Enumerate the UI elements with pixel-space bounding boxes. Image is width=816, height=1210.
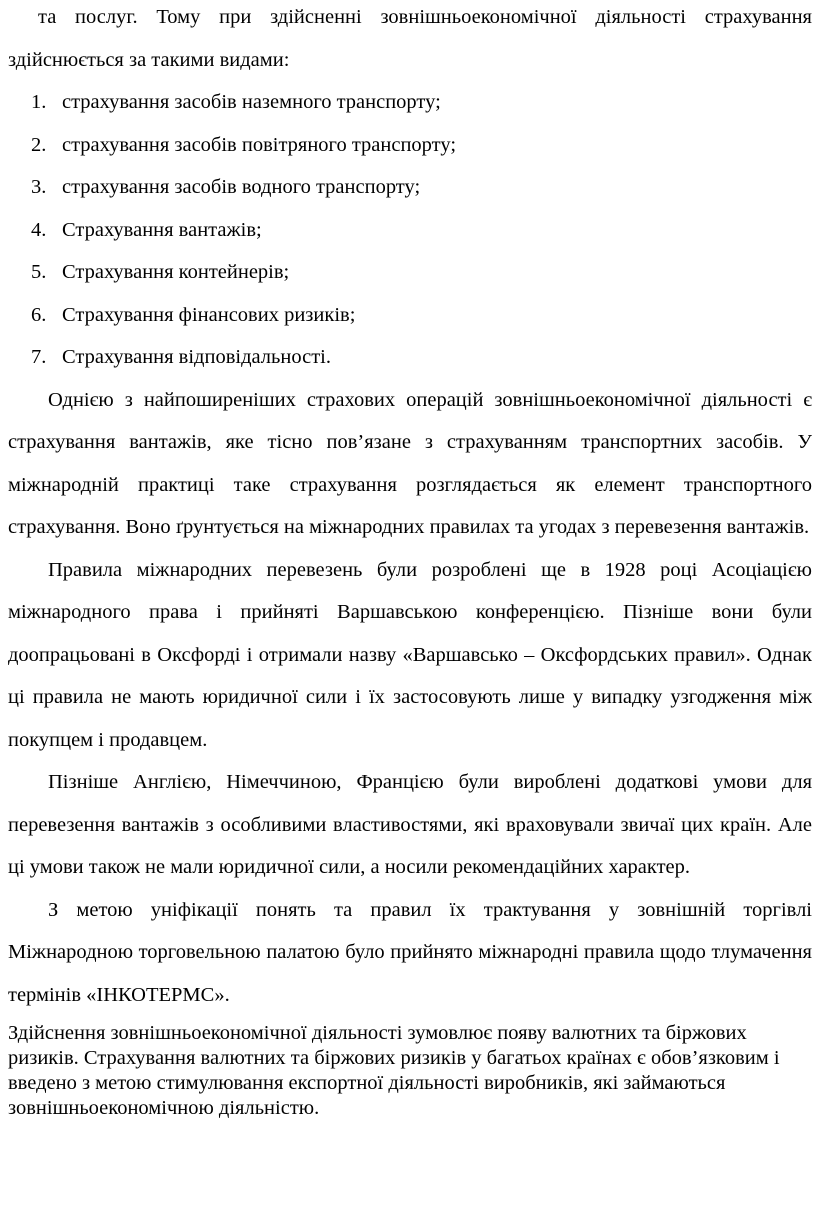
- paragraph-transport-rules: Правила міжнародних перевезень були розроблені ще в 1928 році Асоціацією міжнародного права і прийняті Варшавською конференцією. Пізніше вони були доопрацьовані в Оксфорді і отримали назву «Варшавсько – Оксфордських правил». Однак ці правила не мають юридичної сили і їх застосовують лише у випадку узгодження між покупцем і продавцем.: [8, 558, 812, 751]
- intro-paragraph: та послуг. Тому при здійсненні зовнішньоекономічної діяльності страхування здійснюється за такими видами:: [8, 6, 812, 71]
- list-item-number: 1.: [31, 91, 47, 113]
- list-item: [0, 251, 816, 294]
- paragraph-currency-risks: Здійснення зовнішньоекономічної діяльності зумовлює появу валютних та біржових ризиків. Страхування валютних та біржових ризиків у багатьох країнах є обов’язковим і введено з метою стимулювання експортної діяльності виробників, які займаються зовнішньоекономічною діяльністю.: [8, 1022, 780, 1119]
- list-item: [0, 294, 816, 337]
- paragraph-incoterms: З метою уніфікації понять та правил їх трактування у зовнішній торгівлі Міжнародною торговельною палатою було прийнято міжнародні правила щодо тлумачення термінів «ІНКОТЕРМС».: [8, 898, 812, 1006]
- list-item-number: 6.: [31, 303, 47, 326]
- insurance-types-list: [0, 81, 816, 379]
- list-item-text: Страхування контейнерів;: [62, 261, 290, 283]
- list-item-number: 2.: [31, 133, 47, 156]
- paragraph-additional-conditions: Пізніше Англією, Німеччиною, Францією були вироблені додаткові умови для перевезення вантажів з особливими властивостями, які враховували звичаї цих країн. Але ці умови також не мали юридичної сили, а носили рекомендаційних характер.: [8, 771, 812, 878]
- list-item-text: страхування засобів повітряного транспорту;: [62, 133, 457, 156]
- list-item-text: страхування засобів водного транспорту;: [62, 176, 421, 198]
- list-item-number: 4.: [31, 218, 47, 241]
- list-item: [0, 81, 816, 124]
- list-item-text: Страхування відповідальності.: [62, 346, 331, 368]
- list-item: [0, 166, 816, 209]
- list-item-text: Страхування вантажів;: [62, 218, 262, 241]
- list-item-text: страхування засобів наземного транспорту;: [62, 91, 441, 113]
- list-item-number: 5.: [31, 261, 47, 283]
- list-item-number: 3.: [31, 176, 47, 198]
- list-item: [0, 209, 816, 252]
- list-item-text: Страхування фінансових ризиків;: [62, 303, 356, 326]
- paragraph-cargo-insurance: Однією з найпоширеніших страхових операцій зовнішньоекономічної діяльності є страхування вантажів, яке тісно пов’язане з страхуванням транспортних засобів. У міжнародній практиці таке страхування розглядається як елемент транспортного страхування. Воно ґрунтується на міжнародних правилах та угодах з перевезення вантажів.: [8, 388, 812, 538]
- list-item: [0, 124, 816, 167]
- list-item: [0, 336, 816, 379]
- list-item-number: 7.: [31, 346, 47, 368]
